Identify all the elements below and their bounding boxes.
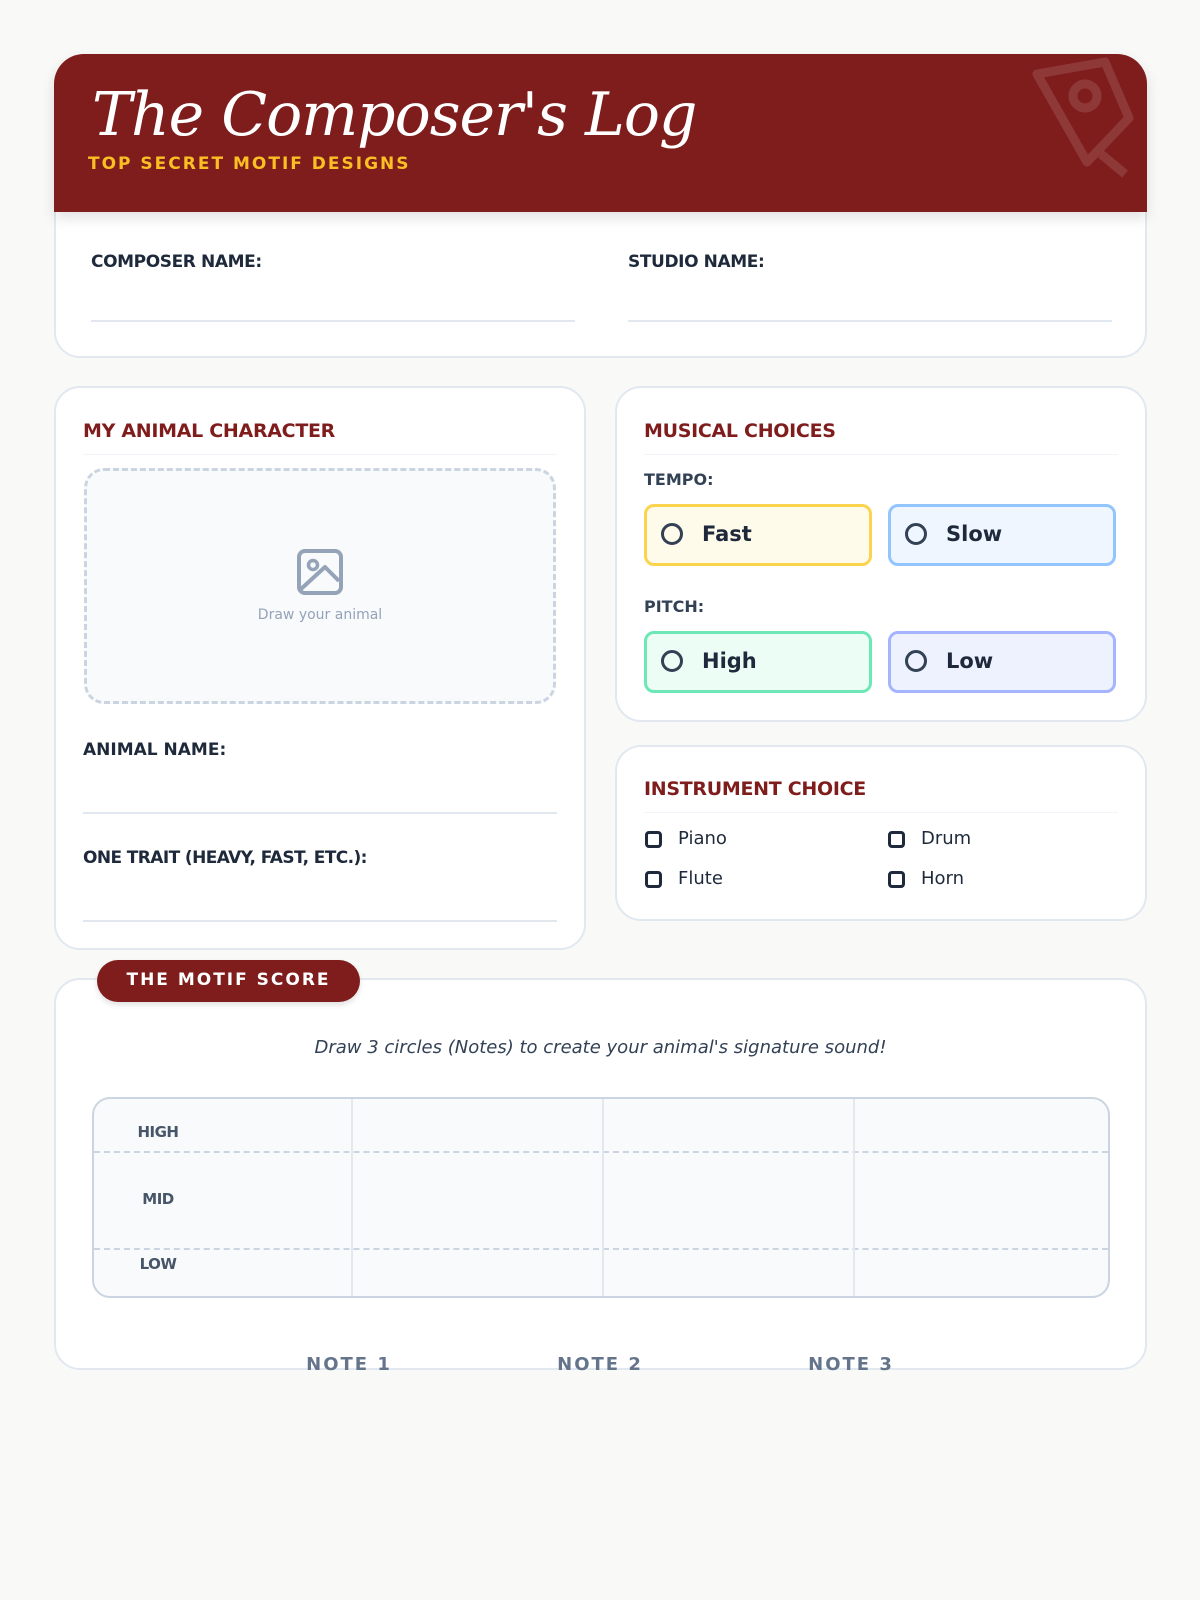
note-label-3: NOTE 3: [808, 1354, 894, 1375]
checkbox-label: Horn: [921, 868, 965, 889]
animal-name-label: ANIMAL NAME:: [83, 740, 227, 760]
composer-name-field[interactable]: [91, 320, 575, 322]
studio-name-field[interactable]: [628, 320, 1112, 322]
note-label-2: NOTE 2: [557, 1354, 643, 1375]
row-label-mid: MID: [142, 1190, 174, 1208]
tempo-label: TEMPO:: [644, 470, 714, 489]
note-column-3: [853, 1099, 855, 1296]
card-divider: [644, 812, 1118, 813]
tempo-option-slow[interactable]: [888, 504, 1116, 566]
animal-trait-label: ONE TRAIT (HEAVY, FAST, ETC.):: [83, 848, 367, 868]
row-label-high: HIGH: [137, 1123, 179, 1141]
radio-icon: [661, 650, 683, 672]
page-title: The Composer's Log: [92, 80, 697, 150]
radio-icon: [905, 650, 927, 672]
note-column-2: [602, 1099, 604, 1296]
page-header: [54, 54, 1147, 212]
animal-character-card: [54, 386, 586, 950]
card-divider: [644, 454, 1118, 455]
checkbox-label: Flute: [678, 868, 723, 889]
radio-icon: [905, 523, 927, 545]
motif-score-card: [54, 978, 1147, 1375]
motif-staff-grid[interactable]: [92, 1097, 1110, 1298]
animal-drawing-area[interactable]: [84, 468, 556, 704]
motif-score-title: THE MOTIF SCORE: [126, 970, 331, 990]
staff-line-low: [94, 1248, 1108, 1250]
composer-name-label: COMPOSER NAME:: [91, 252, 262, 272]
pitch-option-low[interactable]: [888, 631, 1116, 693]
animal-card-title: MY ANIMAL CHARACTER: [83, 420, 335, 442]
option-label: Slow: [946, 522, 1003, 546]
checkbox-icon: [645, 871, 662, 888]
animal-trait-field[interactable]: [83, 920, 557, 922]
card-divider: [83, 454, 557, 455]
instrument-choice-card: [615, 745, 1147, 921]
pitch-label: PITCH:: [644, 597, 705, 616]
pen-nib-icon: [1017, 54, 1147, 184]
checkbox-label: Piano: [678, 828, 727, 849]
row-label-low: LOW: [139, 1255, 177, 1273]
pitch-option-high[interactable]: [644, 631, 872, 693]
animal-name-field[interactable]: [83, 812, 557, 814]
image-icon: [295, 547, 345, 597]
checkbox-icon: [888, 831, 905, 848]
option-label: High: [702, 649, 757, 673]
page-subtitle: TOP SECRET MOTIF DESIGNS: [88, 154, 411, 174]
option-label: Low: [946, 649, 994, 673]
option-label: Fast: [702, 522, 752, 546]
score-instruction: Draw 3 circles (Notes) to create your animal's signature sound!: [314, 1037, 887, 1058]
radio-icon: [661, 523, 683, 545]
motif-score-badge: [97, 960, 360, 1002]
musical-choices-card: [615, 386, 1147, 722]
tempo-option-fast[interactable]: [644, 504, 872, 566]
staff-line-high: [94, 1151, 1108, 1153]
checkbox-icon: [645, 831, 662, 848]
checkbox-icon: [888, 871, 905, 888]
draw-caption: Draw your animal: [257, 607, 383, 623]
studio-name-label: STUDIO NAME:: [628, 252, 765, 272]
checkbox-label: Drum: [921, 828, 972, 849]
note-column-1: [351, 1099, 353, 1296]
musical-card-title: MUSICAL CHOICES: [644, 420, 836, 442]
instrument-card-title: INSTRUMENT CHOICE: [644, 778, 866, 800]
note-label-1: NOTE 1: [306, 1354, 392, 1375]
